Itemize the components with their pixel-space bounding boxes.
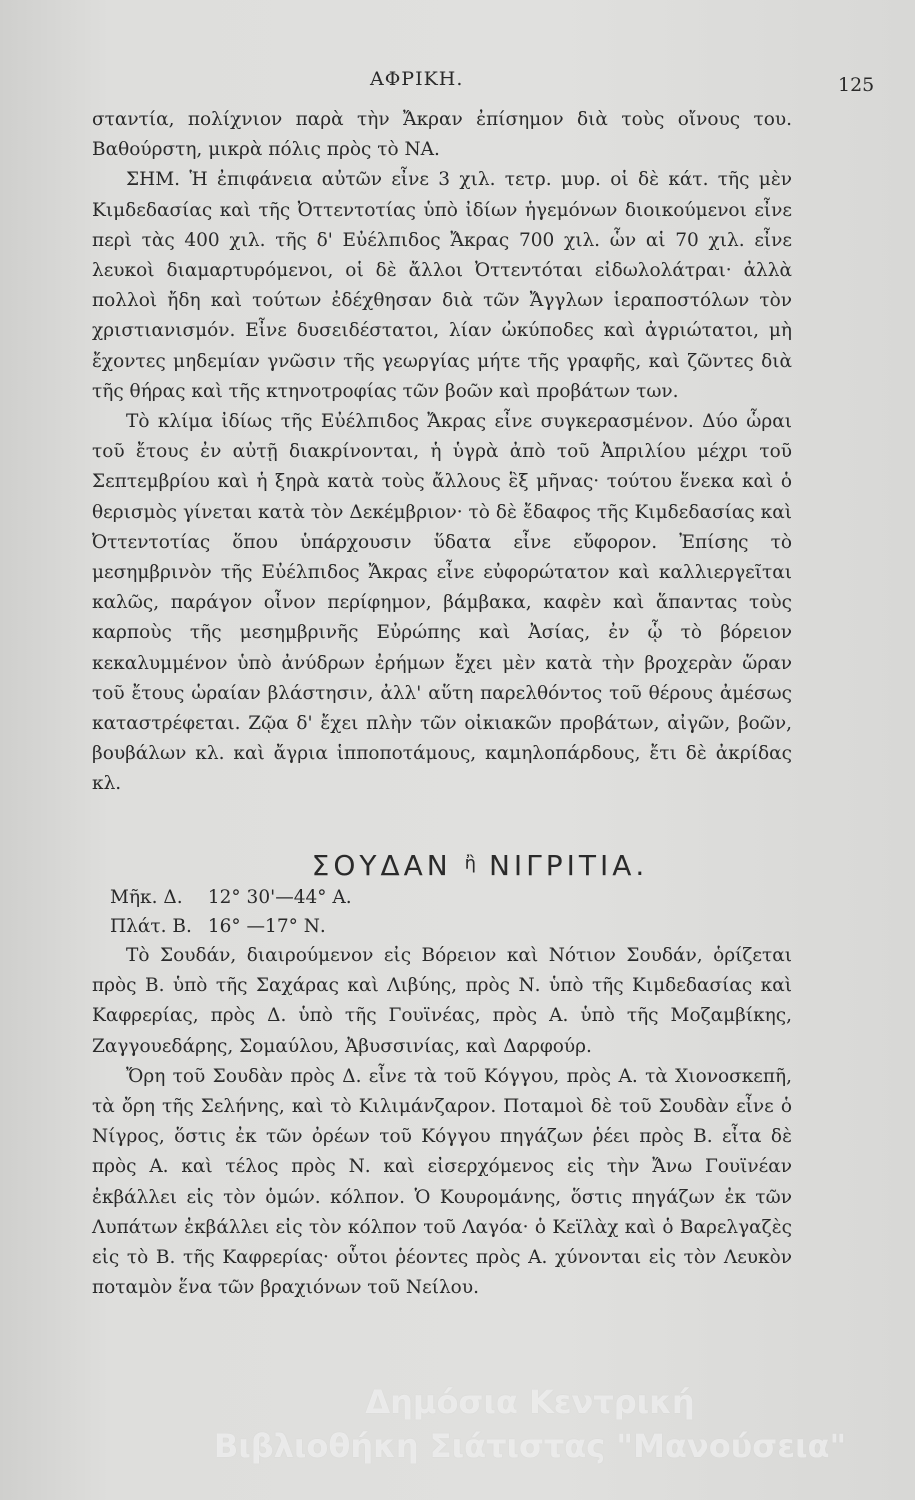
paragraph-1: σταντία, πολίχνιον παρὰ τὴν Ἄκραν ἐπίσημον διὰ τοὺς οἴνους του. Βαθούρστη, μικρὰ πόλις πρὸς τὸ ΝΑ. bbox=[92, 109, 792, 161]
watermark-line-1: Δημόσια Κεντρική bbox=[365, 1383, 695, 1421]
coordinate-latitude bbox=[110, 912, 352, 941]
body-text bbox=[92, 105, 792, 800]
library-watermark bbox=[210, 1380, 850, 1468]
latitude-label: Πλάτ. Β. bbox=[110, 916, 192, 937]
section-paragraph-borders: Τὸ Σουδάν, διαιρούμενον εἰς Βόρειον καὶ Νότιον Σουδάν, ὁρίζεται πρὸς Β. ὑπὸ τῆς Σαχάρας καὶ Λιβύης, πρὸς Ν. ὑπὸ τῆς Κιμδεδασίας καὶ Καφρερίας, πρὸς Δ. ὑπὸ τῆς Γουϊνέας, πρὸς Α. ὑπὸ τῆς Μοζαμβίκης, Ζαγγουεδάρης, Σομαύλου, Ἀβυσσινίας, καὶ Δαρφούρ. bbox=[92, 945, 792, 1057]
longitude-value: 12° 30'—44° Α. bbox=[207, 887, 352, 908]
coordinates bbox=[110, 883, 352, 941]
section-heading bbox=[200, 849, 760, 882]
page-number: 125 bbox=[838, 74, 875, 96]
paragraph-note: ΣΗΜ. Ἡ ἐπιφάνεια αὐτῶν εἶνε 3 χιλ. τετρ. μυρ. οἱ δὲ κάτ. τῆς μὲν Κιμδεδασίας καὶ τῆς Ὀττεντοτίας ὑπὸ ἰδίων ἡγεμόνων διοικούμενοι εἶνε περὶ τὰς 400 χιλ. τῆς δ' Εὐέλπιδος Ἄκρας 700 χιλ. ὧν αἱ 70 χιλ. εἶνε λευκοὶ διαμαρτυρόμενοι, οἱ δὲ ἄλλοι Ὀττεντόται εἰδωλολάτραι· ἀλλὰ πολλοὶ ἤδη καὶ τούτων ἐδέχθησαν διὰ τῶν Ἄγγλων ἱεραποστόλων τὸν χριστιανισμόν. Εἶνε δυσειδέστατοι, λίαν ὠκύποδες καὶ ἀγριώτατοι, μὴ ἔχοντες μηδεμίαν γνῶσιν τῆς γεωργίας μήτε τῆς γραφῆς, καὶ ζῶντες διὰ τῆς θήρας καὶ τῆς κτηνοτροφίας τῶν βοῶν καὶ προβάτων των. bbox=[92, 169, 792, 402]
running-title: ΑΦΡΙΚΗ. bbox=[370, 68, 464, 90]
longitude-label: Μῆκ. Δ. bbox=[110, 887, 183, 908]
paragraph-climate: Τὸ κλίμα ἰδίως τῆς Εὐέλπιδος Ἄκρας εἶνε συγκερασμένον. Δύο ὧραι τοῦ ἔτους ἐν αὐτῇ διακρίνονται, ἡ ὑγρὰ ἀπὸ τοῦ Ἀπριλίου μέχρι τοῦ Σεπτεμβρίου καὶ ἡ ξηρὰ κατὰ τοὺς ἄλλους ἓξ μῆνας· τούτου ἕνεκα καὶ ὁ θερισμὸς γίνεται κατὰ τὸν Δεκέμβριον· τὸ δὲ ἔδαφος τῆς Κιμδεδασίας καὶ Ὀττεντοτίας ὅπου ὑπάρχουσιν ὕδατα εἶνε εὔφορον. Ἐπίσης τὸ μεσημβρινὸν τῆς Εὐέλπιδος Ἄκρας εἶνε εὐφορώτατον καὶ καλλιεργεῖται καλῶς, παράγον οἶνον περίφημον, βάμβακα, καφὲν καὶ ἅπαντας τοὺς καρποὺς τῆς μεσημβρινῆς Εὐρώπης καὶ Ἀσίας, ἐν ᾧ τὸ βόρειον κεκαλυμμένον ὑπὸ ἀνύδρων ἐρήμων ἔχει μὲν κατὰ τὴν βροχερὰν ὥραν τοῦ ἔτους ὡραίαν βλάστησιν, ἀλλ' αὕτη παρελθόντος τοῦ θέρους ἀμέσως καταστρέφεται. Ζῷα δ' ἔχει πλὴν τῶν οἰκιακῶν προβάτων, αἰγῶν, βοῶν, βουβάλων κλ. καὶ ἄγρια ἱπποποτάμους, καμηλοπάρδους, ἔτι δὲ ἀκρίδας κλ. bbox=[92, 411, 792, 795]
section-text bbox=[92, 941, 792, 1303]
page-header bbox=[0, 68, 915, 98]
heading-left: ΣΟΥΔΑΝ bbox=[311, 849, 452, 882]
latitude-value: 16° —17° Ν. bbox=[207, 916, 326, 937]
watermark-line-2: Βιβλιοθήκη Σιάτιστας "Μανούσεια" bbox=[213, 1427, 847, 1465]
heading-join: ἢ bbox=[464, 853, 477, 874]
coordinate-longitude bbox=[110, 883, 352, 912]
section-paragraph-mountains: Ὄρη τοῦ Σουδὰν πρὸς Δ. εἶνε τὰ τοῦ Κόγγου, πρὸς Α. τὰ Χιονοσκεπῆ, τὰ ὄρη τῆς Σελήνης, καὶ τὸ Κιλιμάνζαρον. Ποταμοὶ δὲ τοῦ Σουδὰν εἶνε ὁ Νίγρος, ὅστις ἐκ τῶν ὀρέων τοῦ Κόγγου πηγάζων ῥέει πρὸς Β. εἶτα δὲ πρὸς Α. καὶ τέλος πρὸς Ν. καὶ εἰσερχόμενος εἰς τὴν Ἄνω Γουϊνέαν ἐκβάλλει εἰς τὸν ὁμών. κόλπον. Ὁ Κουρομάνης, ὅστις πηγάζων ἐκ τῶν Λυπάτων ἐκβάλλει εἰς τὸν κόλπον τοῦ Λαγόα· ὁ Κεϊλὰχ καὶ ὁ Βαρελγαζὲς εἰς τὸ Β. τῆς Καφρερίας· οὗτοι ῥέοντες πρὸς Α. χύνονται εἰς τὸν Λευκὸν ποταμὸν ἕνα τῶν βραχιόνων τοῦ Νείλου. bbox=[92, 1065, 792, 1299]
heading-right: ΝΙΓΡΙΤΙΑ. bbox=[488, 849, 649, 882]
